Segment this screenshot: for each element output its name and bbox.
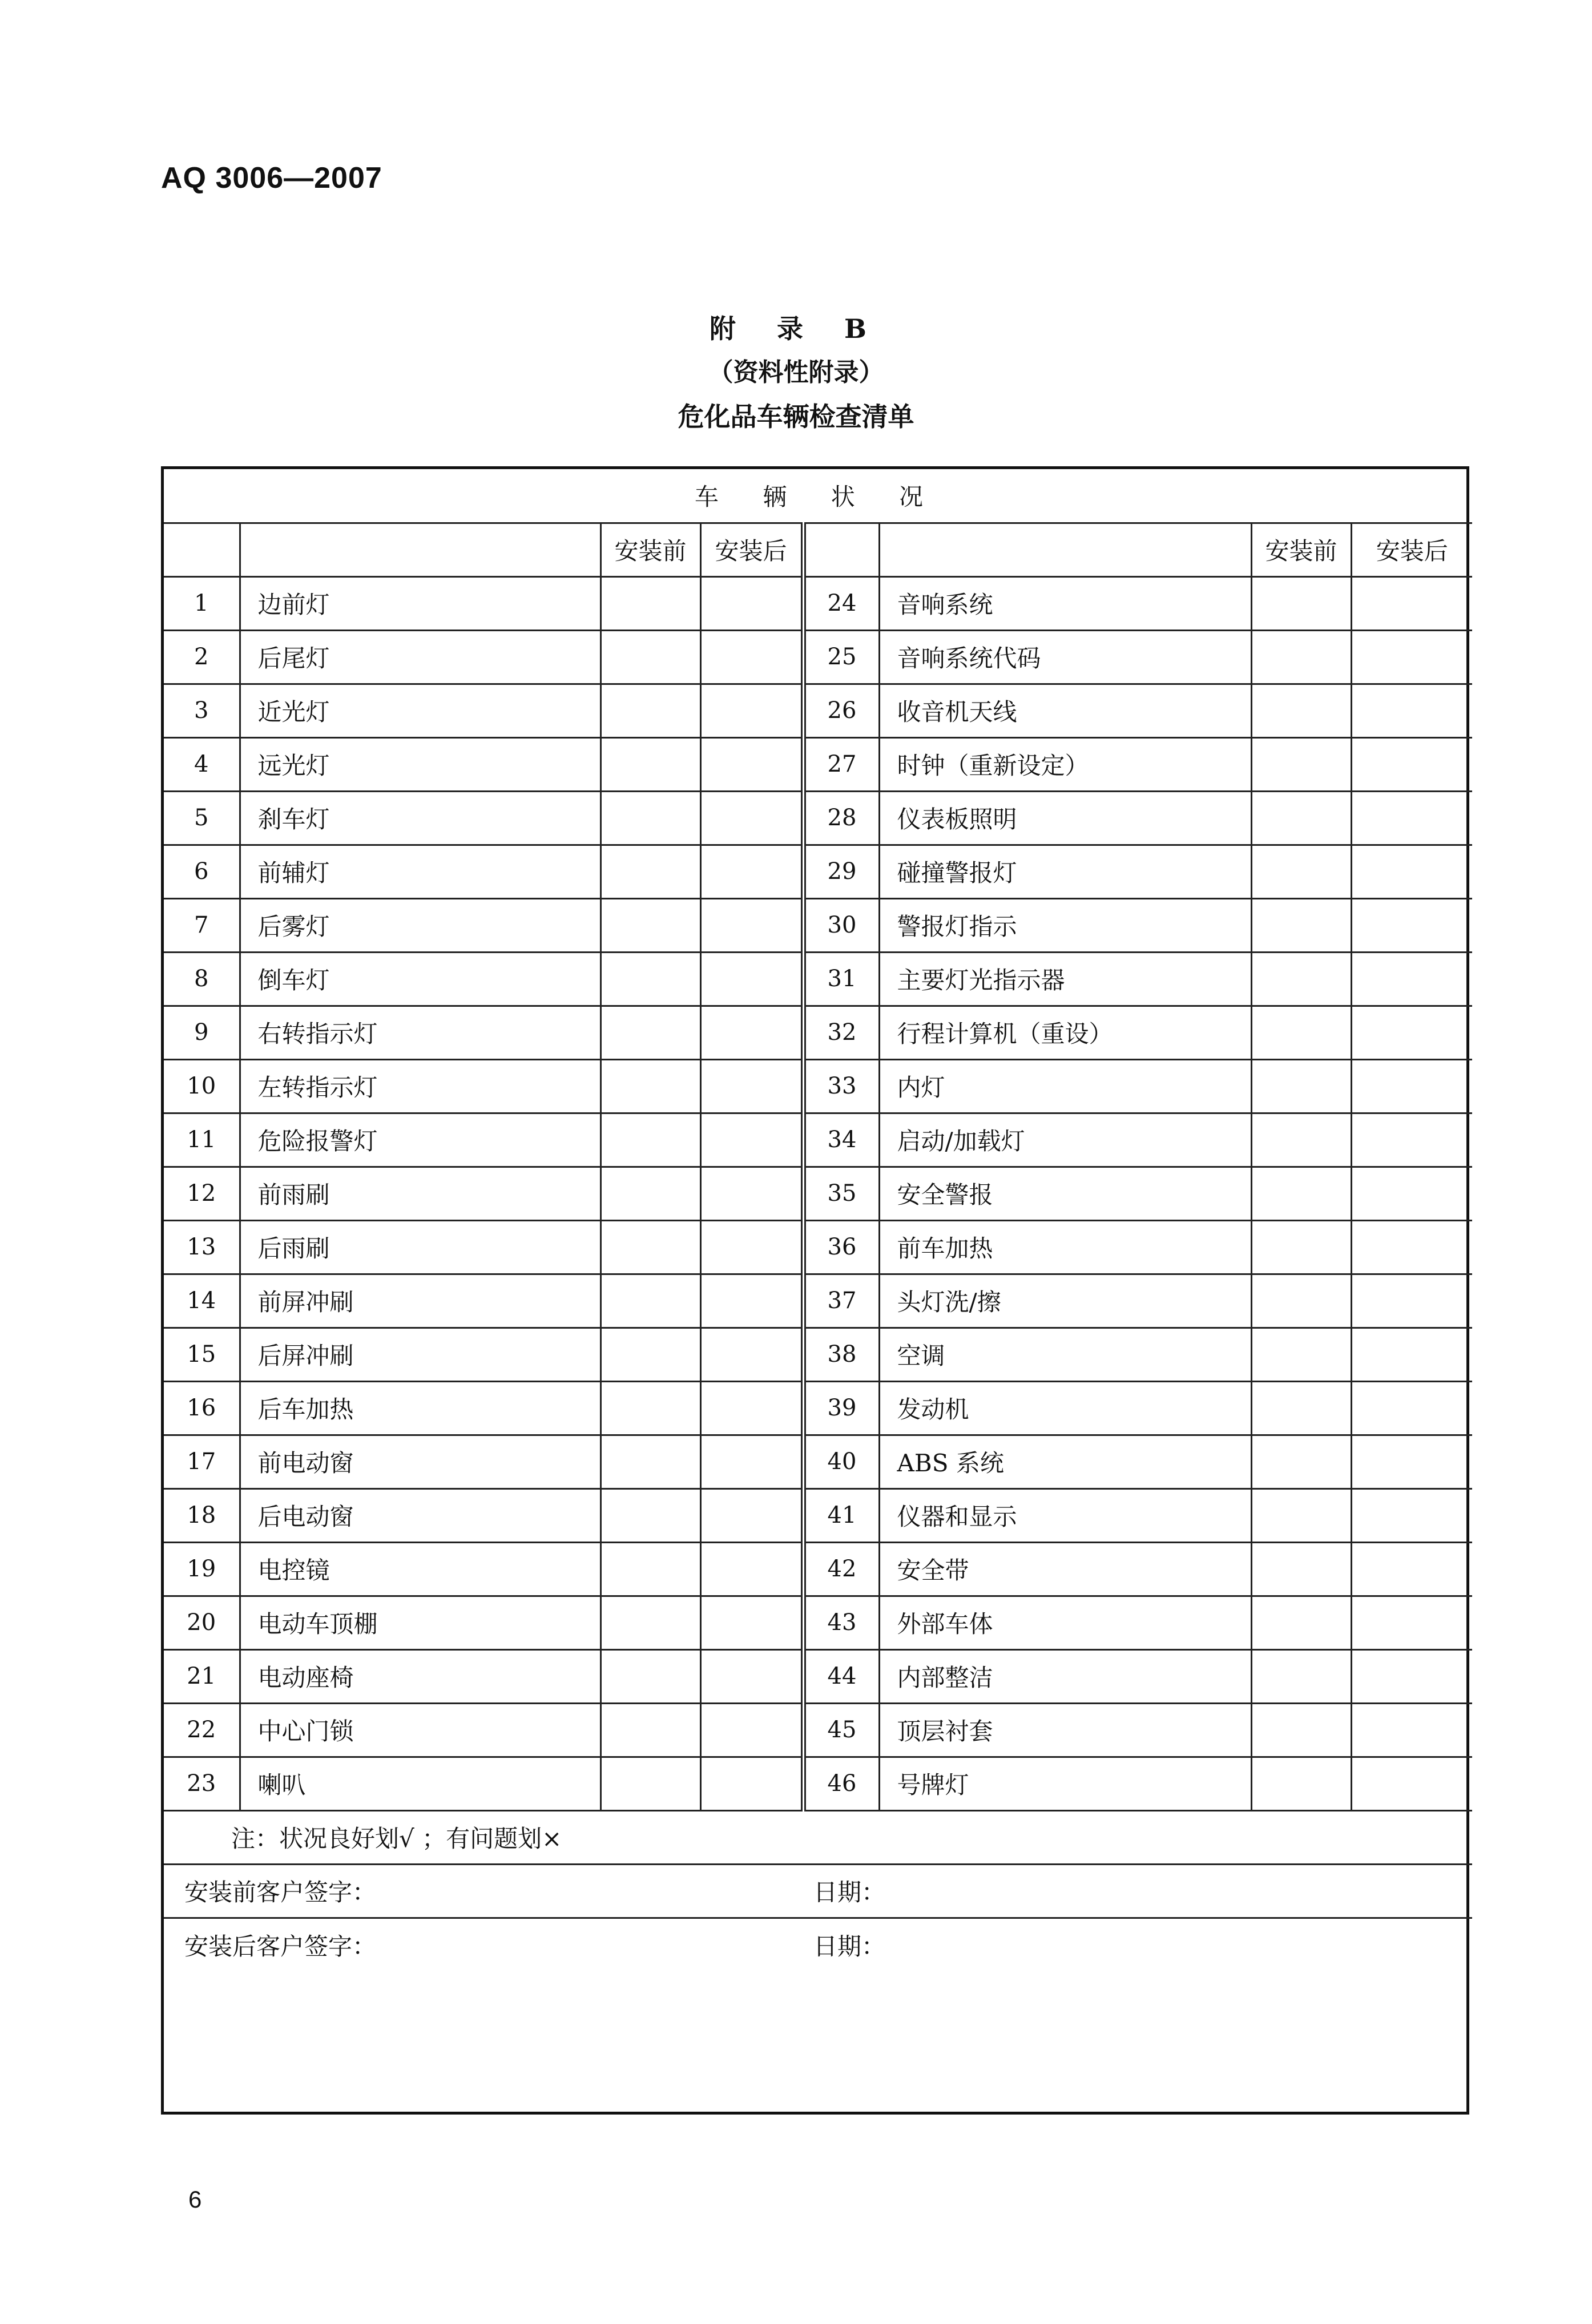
check-before-cell[interactable] [1251, 1328, 1351, 1381]
checklist-title: 危化品车辆检查清单 [678, 401, 914, 432]
check-before-cell[interactable] [1251, 1220, 1351, 1274]
check-before-cell[interactable] [600, 791, 700, 845]
col-before-install: 安装前 [1251, 523, 1351, 576]
item-name: 左转指示灯 [240, 1059, 600, 1113]
item-number: 4 [164, 737, 240, 791]
item-name: 仪表板照明 [879, 791, 1251, 845]
check-before-cell[interactable] [600, 1274, 700, 1328]
item-number: 17 [164, 1435, 240, 1488]
check-before-cell[interactable] [600, 1113, 700, 1167]
item-name: 主要灯光指示器 [879, 952, 1251, 1006]
check-after-cell[interactable] [1351, 1435, 1472, 1488]
item-number: 46 [803, 1757, 879, 1810]
page-number: 6 [188, 2186, 202, 2213]
check-after-cell[interactable] [700, 845, 803, 898]
table-row [164, 1649, 1472, 1703]
item-number: 39 [803, 1381, 879, 1435]
check-before-cell[interactable] [600, 1006, 700, 1059]
item-number: 31 [803, 952, 879, 1006]
item-name: 前辅灯 [240, 845, 600, 898]
section-title-row [164, 469, 1472, 523]
item-name: ABS 系统 [879, 1435, 1251, 1488]
check-after-cell[interactable] [1351, 1757, 1472, 1810]
item-name: 远光灯 [240, 737, 600, 791]
item-number: 27 [803, 737, 879, 791]
check-after-cell[interactable] [1351, 845, 1472, 898]
check-after-cell[interactable] [700, 1435, 803, 1488]
date-after-label: 日期： [803, 1918, 1472, 1971]
section-title: 车 辆 状 况 [164, 469, 1472, 523]
check-before-cell[interactable] [1251, 1757, 1351, 1810]
item-name: 倒车灯 [240, 952, 600, 1006]
column-header-row [164, 523, 1472, 576]
check-after-cell[interactable] [700, 898, 803, 952]
check-after-cell[interactable] [1351, 630, 1472, 684]
check-before-cell[interactable] [600, 1649, 700, 1703]
item-number: 23 [164, 1757, 240, 1810]
item-name: 后尾灯 [240, 630, 600, 684]
item-number: 29 [803, 845, 879, 898]
check-after-cell[interactable] [1351, 791, 1472, 845]
col-before-install: 安装前 [600, 523, 700, 576]
item-name: 后雾灯 [240, 898, 600, 952]
blank-cell [803, 523, 879, 576]
item-number: 25 [803, 630, 879, 684]
check-after-cell[interactable] [1351, 1488, 1472, 1542]
table-row [164, 845, 1472, 898]
item-name: 前电动窗 [240, 1435, 600, 1488]
item-name: 前车加热 [879, 1220, 1251, 1274]
check-after-cell[interactable] [700, 952, 803, 1006]
item-number: 42 [803, 1542, 879, 1596]
check-after-cell[interactable] [1351, 1703, 1472, 1757]
check-after-cell[interactable] [700, 1488, 803, 1542]
item-name: 仪器和显示 [879, 1488, 1251, 1542]
item-number: 33 [803, 1059, 879, 1113]
check-before-cell[interactable] [1251, 1113, 1351, 1167]
check-before-cell[interactable] [600, 1596, 700, 1649]
item-name: 近光灯 [240, 684, 600, 737]
item-number: 11 [164, 1113, 240, 1167]
check-before-cell[interactable] [1251, 737, 1351, 791]
item-name: 中心门锁 [240, 1703, 600, 1757]
table-row [164, 898, 1472, 952]
item-number: 16 [164, 1381, 240, 1435]
table-row [164, 1113, 1472, 1167]
item-number: 44 [803, 1649, 879, 1703]
item-number: 40 [803, 1435, 879, 1488]
check-before-cell[interactable] [600, 1435, 700, 1488]
item-number: 8 [164, 952, 240, 1006]
item-number: 41 [803, 1488, 879, 1542]
check-after-cell[interactable] [1351, 684, 1472, 737]
item-number: 2 [164, 630, 240, 684]
check-after-cell[interactable] [700, 1328, 803, 1381]
item-name: 后雨刷 [240, 1220, 600, 1274]
check-after-cell[interactable] [700, 1113, 803, 1167]
table-row [164, 1596, 1472, 1649]
table-row [164, 1220, 1472, 1274]
check-before-cell[interactable] [1251, 1596, 1351, 1649]
check-before-cell[interactable] [600, 952, 700, 1006]
item-name: 安全警报 [879, 1167, 1251, 1220]
sign-before-row [164, 1864, 1472, 1918]
item-name: 外部车体 [879, 1596, 1251, 1649]
check-after-cell[interactable] [700, 684, 803, 737]
item-name: 时钟（重新设定） [879, 737, 1251, 791]
item-number: 30 [803, 898, 879, 952]
table-row [164, 1381, 1472, 1435]
blank-cell [164, 523, 240, 576]
item-name: 后屏冲刷 [240, 1328, 600, 1381]
check-before-cell[interactable] [600, 1703, 700, 1757]
item-number: 21 [164, 1649, 240, 1703]
item-name: 电动车顶棚 [240, 1596, 600, 1649]
sign-before-label: 安装前客户签字： [164, 1864, 803, 1918]
table-row [164, 1542, 1472, 1596]
legend-note: 注：状况良好划√ ；有问题划× [164, 1810, 1472, 1864]
check-after-cell[interactable] [1351, 1006, 1472, 1059]
item-name: 警报灯指示 [879, 898, 1251, 952]
check-before-cell[interactable] [1251, 630, 1351, 684]
check-before-cell[interactable] [600, 1167, 700, 1220]
item-name: 危险报警灯 [240, 1113, 600, 1167]
item-name: 收音机天线 [879, 684, 1251, 737]
check-before-cell[interactable] [1251, 1435, 1351, 1488]
check-before-cell[interactable] [600, 576, 700, 630]
table-row [164, 576, 1472, 630]
check-after-cell[interactable] [700, 791, 803, 845]
item-number: 24 [803, 576, 879, 630]
check-after-cell[interactable] [700, 1649, 803, 1703]
check-after-cell[interactable] [1351, 1381, 1472, 1435]
item-number: 26 [803, 684, 879, 737]
table-row [164, 1757, 1472, 1810]
item-name: 前屏冲刷 [240, 1274, 600, 1328]
note-row [164, 1810, 1472, 1864]
check-after-cell[interactable] [700, 1274, 803, 1328]
check-after-cell[interactable] [1351, 576, 1472, 630]
item-number: 5 [164, 791, 240, 845]
check-before-cell[interactable] [1251, 1059, 1351, 1113]
check-after-cell[interactable] [700, 1220, 803, 1274]
check-after-cell[interactable] [700, 576, 803, 630]
check-before-cell[interactable] [1251, 1381, 1351, 1435]
table-row [164, 1059, 1472, 1113]
check-before-cell[interactable] [1251, 1703, 1351, 1757]
item-name: 电动座椅 [240, 1649, 600, 1703]
check-before-cell[interactable] [1251, 952, 1351, 1006]
item-number: 22 [164, 1703, 240, 1757]
item-number: 15 [164, 1328, 240, 1381]
item-name: 内部整洁 [879, 1649, 1251, 1703]
item-number: 18 [164, 1488, 240, 1542]
item-name: 行程计算机（重设） [879, 1006, 1251, 1059]
check-after-cell[interactable] [700, 1381, 803, 1435]
check-after-cell[interactable] [700, 1703, 803, 1757]
item-name: 后电动窗 [240, 1488, 600, 1542]
item-number: 28 [803, 791, 879, 845]
item-number: 14 [164, 1274, 240, 1328]
table-row [164, 684, 1472, 737]
check-after-cell[interactable] [1351, 737, 1472, 791]
item-number: 32 [803, 1006, 879, 1059]
item-number: 13 [164, 1220, 240, 1274]
item-number: 3 [164, 684, 240, 737]
item-name: 内灯 [879, 1059, 1251, 1113]
item-number: 36 [803, 1220, 879, 1274]
check-after-cell[interactable] [700, 1006, 803, 1059]
check-after-cell[interactable] [700, 737, 803, 791]
check-after-cell[interactable] [1351, 952, 1472, 1006]
item-name: 喇叭 [240, 1757, 600, 1810]
item-name: 前雨刷 [240, 1167, 600, 1220]
check-after-cell[interactable] [1351, 1220, 1472, 1274]
col-after-install: 安装后 [700, 523, 803, 576]
check-after-cell[interactable] [700, 1596, 803, 1649]
check-before-cell[interactable] [1251, 576, 1351, 630]
check-before-cell[interactable] [600, 684, 700, 737]
appendix-heading: 附 录 B [710, 313, 882, 344]
table-row [164, 791, 1472, 845]
check-after-cell[interactable] [1351, 1059, 1472, 1113]
sign-after-label: 安装后客户签字： [164, 1918, 803, 1971]
item-name: 顶层衬套 [879, 1703, 1251, 1757]
item-name: 音响系统代码 [879, 630, 1251, 684]
item-name: 边前灯 [240, 576, 600, 630]
item-number: 7 [164, 898, 240, 952]
item-name: 启动/加载灯 [879, 1113, 1251, 1167]
item-name: 碰撞警报灯 [879, 845, 1251, 898]
check-after-cell[interactable] [1351, 1596, 1472, 1649]
check-after-cell[interactable] [1351, 1113, 1472, 1167]
item-name: 发动机 [879, 1381, 1251, 1435]
check-before-cell[interactable] [1251, 684, 1351, 737]
check-before-cell[interactable] [1251, 845, 1351, 898]
check-after-cell[interactable] [1351, 1328, 1472, 1381]
table-row [164, 737, 1472, 791]
table-row [164, 630, 1472, 684]
check-after-cell[interactable] [700, 630, 803, 684]
table-row [164, 1274, 1472, 1328]
check-before-cell[interactable] [1251, 898, 1351, 952]
blank-cell [879, 523, 1251, 576]
table-row [164, 1488, 1472, 1542]
item-number: 1 [164, 576, 240, 630]
item-number: 6 [164, 845, 240, 898]
check-before-cell[interactable] [600, 1488, 700, 1542]
item-name: 刹车灯 [240, 791, 600, 845]
item-number: 38 [803, 1328, 879, 1381]
standard-code: AQ 3006—2007 [161, 162, 382, 195]
check-before-cell[interactable] [1251, 1542, 1351, 1596]
check-before-cell[interactable] [600, 1328, 700, 1381]
date-before-label: 日期： [803, 1864, 1472, 1918]
sign-after-row [164, 1918, 1472, 1971]
check-before-cell[interactable] [600, 737, 700, 791]
table-row [164, 1167, 1472, 1220]
item-name: 号牌灯 [879, 1757, 1251, 1810]
checklist-table [164, 469, 1472, 1971]
item-name: 头灯洗/擦 [879, 1274, 1251, 1328]
table-row [164, 1006, 1472, 1059]
check-before-cell[interactable] [1251, 1649, 1351, 1703]
check-before-cell[interactable] [1251, 1167, 1351, 1220]
item-name: 电控镜 [240, 1542, 600, 1596]
item-number: 19 [164, 1542, 240, 1596]
check-after-cell[interactable] [1351, 1167, 1472, 1220]
table-row [164, 1328, 1472, 1381]
check-before-cell[interactable] [600, 1059, 700, 1113]
check-before-cell[interactable] [1251, 1488, 1351, 1542]
item-name: 右转指示灯 [240, 1006, 600, 1059]
table-row [164, 1703, 1472, 1757]
check-after-cell[interactable] [1351, 1274, 1472, 1328]
table-row [164, 952, 1472, 1006]
check-before-cell[interactable] [1251, 1274, 1351, 1328]
item-number: 37 [803, 1274, 879, 1328]
item-name: 空调 [879, 1328, 1251, 1381]
item-number: 12 [164, 1167, 240, 1220]
item-name: 音响系统 [879, 576, 1251, 630]
check-before-cell[interactable] [600, 1757, 700, 1810]
table-row [164, 1435, 1472, 1488]
item-number: 9 [164, 1006, 240, 1059]
item-number: 35 [803, 1167, 879, 1220]
item-name: 后车加热 [240, 1381, 600, 1435]
item-number: 20 [164, 1596, 240, 1649]
check-before-cell[interactable] [600, 1381, 700, 1435]
item-name: 安全带 [879, 1542, 1251, 1596]
blank-cell [240, 523, 600, 576]
item-number: 45 [803, 1703, 879, 1757]
item-number: 43 [803, 1596, 879, 1649]
checklist-sheet [161, 466, 1469, 2115]
check-after-cell[interactable] [700, 1167, 803, 1220]
check-before-cell[interactable] [600, 630, 700, 684]
check-before-cell[interactable] [600, 845, 700, 898]
check-before-cell[interactable] [600, 1220, 700, 1274]
check-after-cell[interactable] [700, 1757, 803, 1810]
check-after-cell[interactable] [1351, 898, 1472, 952]
check-after-cell[interactable] [700, 1059, 803, 1113]
check-after-cell[interactable] [700, 1542, 803, 1596]
check-before-cell[interactable] [600, 898, 700, 952]
item-number: 10 [164, 1059, 240, 1113]
check-after-cell[interactable] [1351, 1649, 1472, 1703]
check-before-cell[interactable] [1251, 1006, 1351, 1059]
item-number: 34 [803, 1113, 879, 1167]
check-before-cell[interactable] [1251, 791, 1351, 845]
check-before-cell[interactable] [600, 1542, 700, 1596]
check-after-cell[interactable] [1351, 1542, 1472, 1596]
appendix-type: （资料性附录） [708, 358, 884, 387]
col-after-install: 安装后 [1351, 523, 1472, 576]
